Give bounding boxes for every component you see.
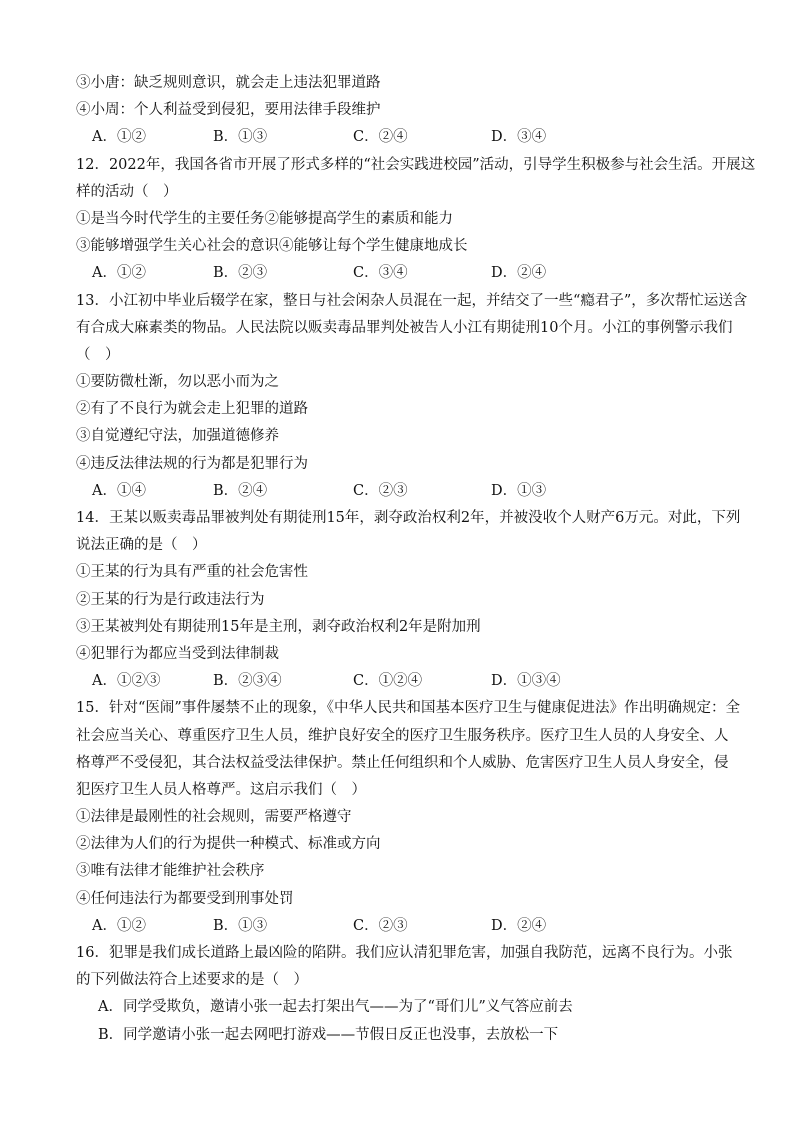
- statement-1: ①要防微杜渐，勿以恶小而为之: [76, 374, 279, 391]
- statement-3-4: ③能够增强学生关心社会的意识④能够让每个学生健康地成长: [76, 238, 468, 255]
- statement-1-2: ①是当今时代学生的主要任务②能够提高学生的素质和能力: [76, 210, 453, 227]
- question-16-line-1: 16．犯罪是我们成长道路上最凶险的陷阱。我们应认清犯罪危害，加强自我防范，远离不良行为。小张: [76, 945, 733, 961]
- option-a: A．①②: [92, 265, 146, 282]
- statement-4: ④小周：个人利益受到侵犯，要用法律手段维护: [76, 102, 381, 119]
- option-d: D．①③④: [491, 673, 561, 690]
- option-b: B．①③: [213, 129, 268, 146]
- option-a: A．同学受欺负，邀请小张一起去打架出气——为了“哥们儿”义气答应前去: [98, 999, 573, 1016]
- option-b: B．②④: [213, 482, 268, 499]
- statement-4: ④违反法律法规的行为都是犯罪行为: [76, 455, 308, 472]
- option-c: C．①②④: [353, 673, 423, 690]
- option-c: C．②③: [353, 917, 408, 934]
- option-a: A．①②: [92, 129, 146, 146]
- option-c: C．②③: [353, 482, 408, 499]
- question-13-line-2: 有合成大麻素类的物品。人民法院以贩卖毒品罪判处被告人小江有期徒刑10个月。小江的事例警示我们: [76, 319, 733, 336]
- option-a: A．①④: [92, 482, 146, 499]
- question-13-line-3: （ ）: [76, 346, 120, 363]
- question-16-line-2: 的下列做法符合上述要求的是（ ）: [76, 972, 308, 989]
- statement-4: ④犯罪行为都应当受到法律制裁: [76, 645, 279, 662]
- answer-options: [76, 124, 720, 151]
- statement-3: ③唯有法律才能维护社会秩序: [76, 863, 265, 880]
- statement-3: ③自觉遵纪守法，加强道德修养: [76, 428, 279, 445]
- question-15-line-2: 社会应当关心、尊重医疗卫生人员，维护良好安全的医疗卫生服务秩序。医疗卫生人员的人身安全、人: [76, 727, 729, 744]
- answer-options: [76, 913, 720, 940]
- question-12-line-2: 样的活动（ ）: [76, 183, 178, 200]
- option-b: B．同学邀请小张一起去网吧打游戏——节假日反正也没事，去放松一下: [98, 1026, 559, 1043]
- statement-2: ②王某的行为是行政违法行为: [76, 591, 265, 608]
- statement-1: ①法律是最刚性的社会规则，需要严格遵守: [76, 809, 352, 826]
- statement-3: ③小唐：缺乏规则意识，就会走上违法犯罪道路: [76, 75, 381, 91]
- option-d: D．③④: [491, 129, 547, 146]
- question-15-line-3: 格尊严不受侵犯，其合法权益受法律保护。禁止任何组织和个人威胁、危害医疗卫生人员人身安全，侵: [76, 754, 729, 771]
- question-15-line-1: 15．针对“医闹”事件屡禁不止的现象，《中华人民共和国基本医疗卫生与健康促进法》作出明确规定：全: [76, 700, 741, 717]
- statement-3: ③王某被判处有期徒刑15年是主刑，剥夺政治权利2年是附加刑: [76, 618, 481, 635]
- option-b: B．①③: [213, 917, 268, 934]
- statement-1: ①王某的行为具有严重的社会危害性: [76, 564, 308, 581]
- option-d: D．②④: [491, 917, 547, 934]
- question-12-line-1: 12．2022年，我国各省市开展了形式多样的“社会实践进校园”活动，引导学生积极参与社会生活。开展这: [76, 156, 756, 173]
- statement-2: ②法律为人们的行为提供一种模式、标准或方向: [76, 836, 381, 853]
- question-15-line-4: 犯医疗卫生人员人格尊严。这启示我们（ ）: [76, 781, 366, 798]
- question-14-line-1: 14．王某以贩卖毒品罪被判处有期徒刑15年，剥夺政治权利2年，并被没收个人财产6万元。对此，下列: [76, 510, 741, 526]
- option-d: D．②④: [491, 265, 547, 282]
- option-d: D．①③: [491, 482, 547, 499]
- option-c: C．②④: [353, 129, 408, 146]
- answer-options: [76, 478, 720, 505]
- option-a: A．①②: [92, 917, 146, 934]
- answer-options: [76, 668, 720, 695]
- answer-options: [76, 260, 720, 287]
- option-b: B．②③④: [213, 673, 282, 690]
- option-b: B．②③: [213, 265, 268, 282]
- question-14-line-2: 说法正确的是（ ）: [76, 537, 207, 554]
- option-c: C．③④: [353, 265, 408, 282]
- statement-2: ②有了不良行为就会走上犯罪的道路: [76, 401, 308, 418]
- option-a: A．①②③: [92, 673, 161, 690]
- exam-page: [76, 70, 756, 1049]
- statement-4: ④任何违法行为都要受到刑事处罚: [76, 890, 294, 907]
- question-13-line-1: 13．小江初中毕业后辍学在家，整日与社会闲杂人员混在一起，并结交了一些“瘾君子”，多次帮忙运送含: [76, 292, 748, 309]
